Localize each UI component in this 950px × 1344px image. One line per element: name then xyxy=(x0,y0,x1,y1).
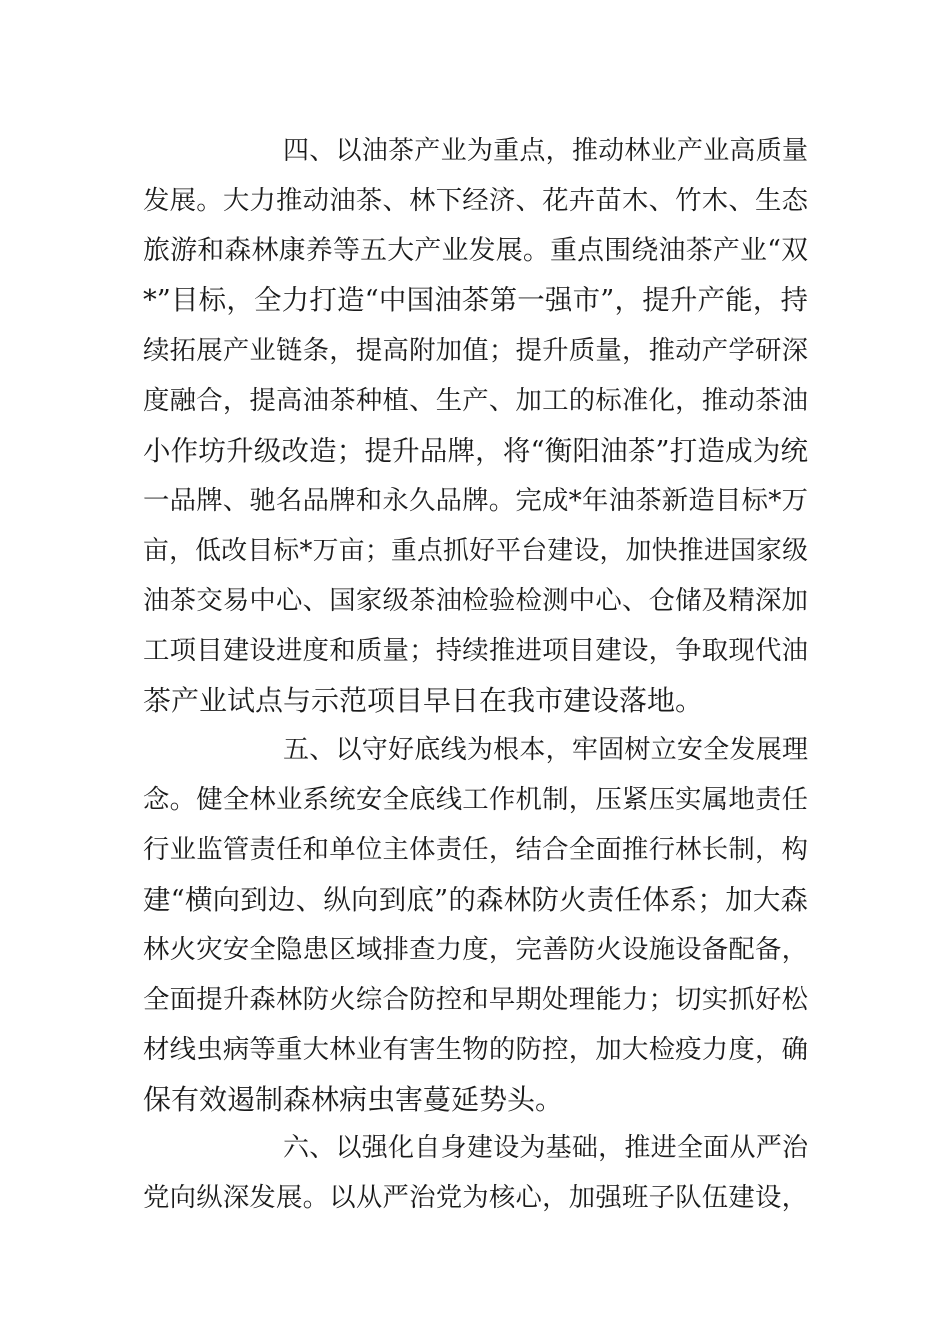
paragraph-line: 续拓展产业链条，提高附加值；提升质量，推动产学研深 xyxy=(143,336,808,366)
paragraph-line: 油茶交易中心、国家级茶油检验检测中心、仓储及精深加 xyxy=(143,586,808,616)
paragraph-line: 党向纵深发展。以从严治党为核心，加强班子队伍建设， xyxy=(143,1183,808,1213)
paragraph-five xyxy=(143,725,808,1125)
paragraph-line: *”目标，全力打造“中国油茶第一强市”，提升产能，持 xyxy=(143,285,808,316)
paragraph-line: 材线虫病等重大林业有害生物的防控，加大检疫力度，确 xyxy=(143,1035,808,1065)
paragraph-line: 保有效遏制森林病虫害蔓延势头。 xyxy=(143,1083,564,1116)
paragraph-line: 建“横向到边、纵向到底”的森林防火责任体系；加大森 xyxy=(143,884,808,916)
paragraph-line: 林火灾安全隐患区域排查力度，完善防火设施设备配备， xyxy=(143,935,808,965)
paragraph-line: 小作坊升级改造；提升品牌，将“衡阳油茶”打造成为统 xyxy=(143,435,808,467)
paragraph-line: 六、以强化自身建设为基础，推进全面从严治 xyxy=(283,1133,808,1163)
paragraph-line: 念。健全林业系统安全底线工作机制，压紧压实属地责任 xyxy=(143,785,808,815)
paragraph-line: 茶产业试点与示范项目早日在我市建设落地。 xyxy=(143,684,704,717)
paragraph-line: 全面提升森林防火综合防控和早期处理能力；切实抓好松 xyxy=(143,985,808,1015)
paragraph-six xyxy=(143,1123,808,1223)
paragraph-line: 四、以油茶产业为重点，推动林业产业高质量 xyxy=(283,136,808,166)
paragraph-line: 工项目建设进度和质量；持续推进项目建设，争取现代油 xyxy=(143,636,808,666)
paragraph-line: 度融合，提高油茶种植、生产、加工的标准化，推动茶油 xyxy=(143,386,808,416)
paragraph-four xyxy=(143,126,808,726)
paragraph-line: 一品牌、驰名品牌和永久品牌。完成*年油茶新造目标*万 xyxy=(143,486,808,516)
paragraph-line: 五、以守好底线为根本，牢固树立安全发展理 xyxy=(283,735,808,765)
paragraph-line: 亩，低改目标*万亩；重点抓好平台建设，加快推进国家级 xyxy=(143,536,808,566)
paragraph-line: 旅游和森林康养等五大产业发展。重点围绕油茶产业“双 xyxy=(143,235,808,266)
paragraph-line: 行业监管责任和单位主体责任，结合全面推行林长制，构 xyxy=(143,835,808,865)
paragraph-line: 发展。大力推动油茶、林下经济、花卉苗木、竹木、生态 xyxy=(143,186,808,216)
